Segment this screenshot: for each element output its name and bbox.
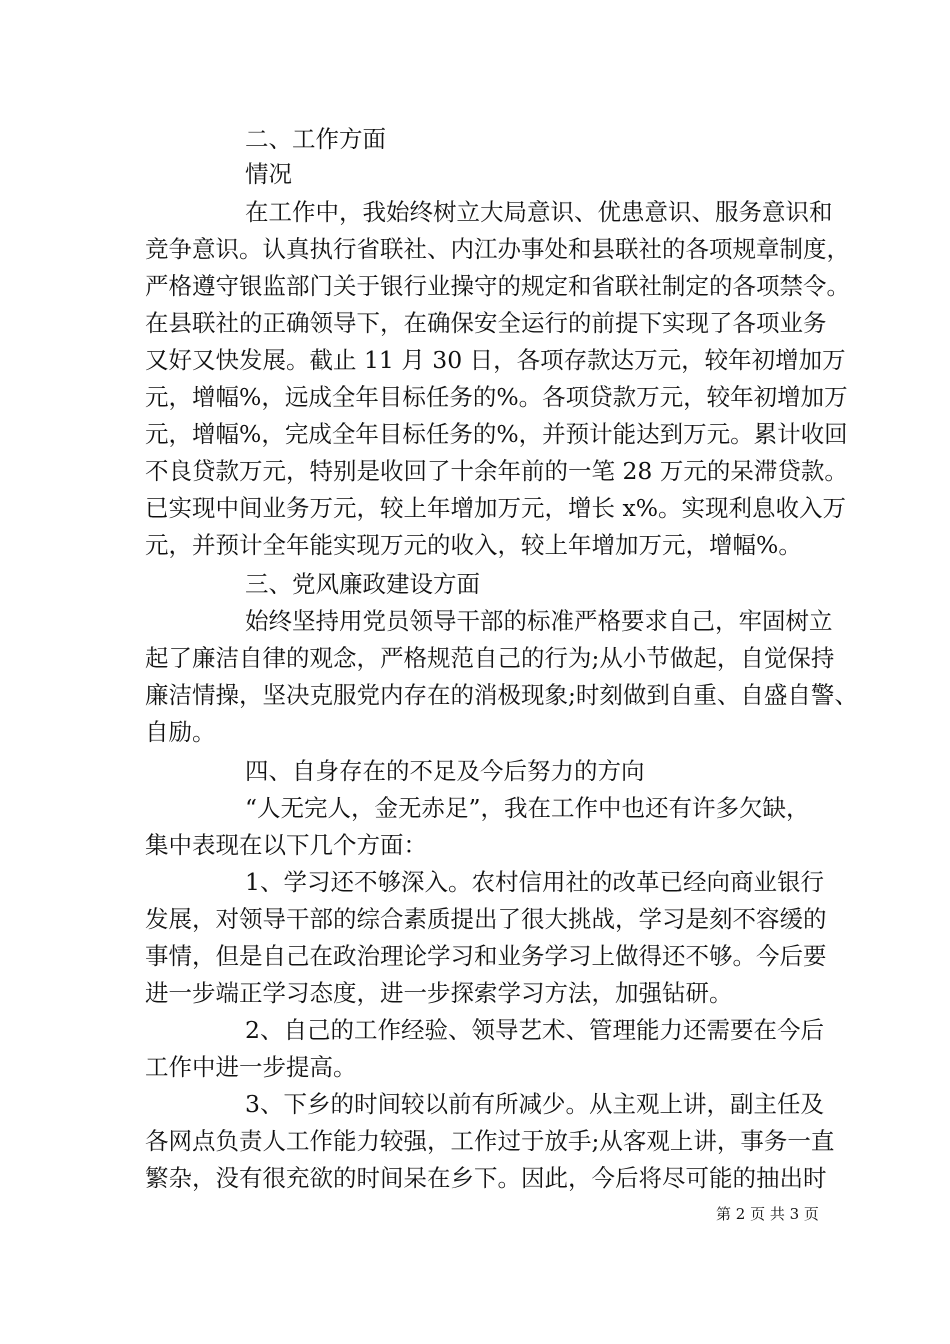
section-heading: 四、自身存在的不足及今后努力的方向 [245, 757, 645, 785]
paragraph-line: 廉洁情操，坚决克服党内存在的消极现象;时刻做到自重、自盛自警、 [145, 681, 858, 709]
paragraph-line: 2、自己的工作经验、领导艺术、管理能力还需要在今后 [245, 1016, 824, 1044]
paragraph-line: 又好又快发展。截止 11 月 30 日，各项存款达万元，较年初增加万 [145, 346, 846, 374]
paragraph-line: 竞争意识。认真执行省联社、内江办事处和县联社的各项规章制度， [145, 235, 850, 263]
paragraph-line: 集中表现在以下几个方面： [145, 831, 427, 859]
paragraph-line: 自励。 [145, 718, 216, 746]
section-heading: 三、党风廉政建设方面 [245, 570, 480, 598]
paragraph-line: 工作中进一步提高。 [145, 1053, 357, 1081]
paragraph-line: 发展，对领导干部的综合素质提出了很大挑战，学习是刻不容缓的 [145, 905, 827, 933]
paragraph-line: 元，增幅%，远成全年目标任务的%。各项贷款万元，较年初增加万 [145, 383, 848, 411]
paragraph-line: 元，增幅%，完成全年目标任务的%，并预计能达到万元。累计收回 [145, 420, 848, 448]
paragraph-line: 在县联社的正确领导下，在确保安全运行的前提下实现了各项业务 [145, 309, 827, 337]
section-heading: 二、工作方面 [245, 125, 386, 153]
paragraph-line: 已实现中间业务万元，较上年增加万元，增长 x%。实现利息收入万 [145, 494, 847, 522]
paragraph-line: 起了廉洁自律的观念，严格规范自己的行为;从小节做起，自觉保持 [145, 644, 835, 672]
paragraph-line: 3、下乡的时间较以前有所减少。从主观上讲，副主任及 [245, 1090, 824, 1118]
paragraph-line: 元，并预计全年能实现万元的收入，较上年增加万元，增幅%。 [145, 531, 802, 559]
paragraph-line: 不良贷款万元，特别是收回了十余年前的一笔 28 万元的呆滞贷款。 [145, 457, 848, 485]
paragraph-line: 各网点负责人工作能力较强，工作过于放手;从客观上讲，事务一直 [145, 1127, 835, 1155]
page-number-footer: 第 2 页 共 3 页 [716, 1205, 819, 1223]
paragraph-line: 1、学习还不够深入。农村信用社的改革已经向商业银行 [245, 868, 824, 896]
paragraph-line: 进一步端正学习态度，进一步探索学习方法，加强钻研。 [145, 979, 733, 1007]
paragraph-line: 严格遵守银监部门关于银行业操守的规定和省联社制定的各项禁令。 [145, 272, 850, 300]
paragraph-line: 在工作中，我始终树立大局意识、优患意识、服务意识和 [245, 198, 833, 226]
paragraph-line: 繁杂，没有很充欲的时间呆在乡下。因此，今后将尽可能的抽出时 [145, 1164, 827, 1192]
sub-heading: 情况 [245, 160, 292, 188]
paragraph-line: 始终坚持用党员领导干部的标准严格要求自己，牢固树立 [245, 607, 833, 635]
paragraph-line: “人无完人，金无赤足”，我在工作中也还有许多欠缺， [245, 794, 810, 822]
paragraph-line: 事情，但是自己在政治理论学习和业务学习上做得还不够。今后要 [145, 942, 827, 970]
